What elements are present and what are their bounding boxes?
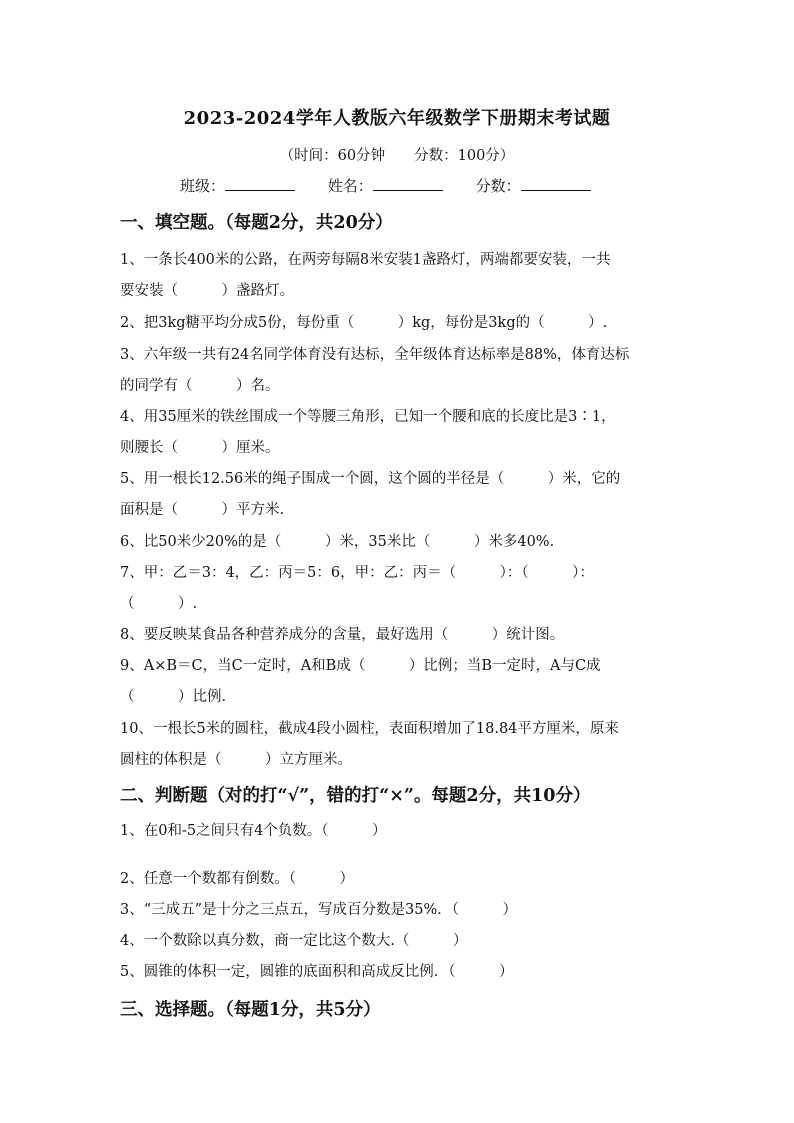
question-line: 则腰长（ ）厘米。	[120, 440, 280, 456]
exam-subtitle: （时间：60分钟 分数：100分）	[279, 148, 515, 164]
question-line: 1、在0和-5之间只有4个负数。（ ）	[120, 823, 387, 839]
name-blank	[373, 176, 443, 191]
question-line: 的同学有（ ）名。	[120, 378, 280, 394]
question-line: 2、任意一个数都有倒数。（ ）	[120, 871, 354, 887]
question-line: （ ）比例.	[120, 689, 227, 705]
question-line: 5、用一根长12.56米的绳子围成一个圆，这个圆的半径是（ ）米，它的	[120, 471, 621, 487]
question-line: 5、圆锥的体积一定，圆锥的底面积和高成反比例．（ ）	[120, 964, 514, 980]
exam-title: 2023-2024学年人教版六年级数学下册期末考试题	[183, 108, 611, 129]
question-line: 1、一条长400米的公路，在两旁每隔8米安装1盏路灯，两端都要安装，一共	[120, 252, 611, 268]
question-line: 2、把3kg糖平均分成5份，每份重（ ）kg，每份是3kg的（ ）.	[120, 315, 608, 331]
student-info-row	[180, 175, 619, 196]
question-line: 8、要反映某食品各种营养成分的含量，最好选用（ ）统计图。	[120, 627, 565, 643]
section-heading-fill-blank: 一、填空题。（每题2分，共20分）	[120, 213, 393, 233]
section-heading-multiple-choice: 三、选择题。（每题1分，共5分）	[120, 1000, 381, 1020]
question-line: 9、A×B＝C，当C一定时，A和B成（ ）比例；当B一定时，A与C成	[120, 658, 601, 674]
score-blank	[521, 176, 591, 191]
question-line: 4、一个数除以真分数，商一定比这个数大.（ ）	[120, 933, 468, 949]
question-line: 6、比50米少20%的是（ ）米，35米比（ ）米多40%.	[120, 534, 555, 550]
question-line: 4、用35厘米的铁丝围成一个等腰三角形，已知一个腰和底的长度比是3∶1，	[120, 409, 616, 425]
name-label: 姓名：	[327, 177, 373, 195]
question-line: 要安装（ ）盏路灯。	[120, 283, 294, 299]
score-label: 分数：	[475, 177, 521, 195]
question-line: （ ）.	[120, 596, 198, 612]
class-blank	[225, 176, 295, 191]
question-line: 10、一根长5米的圆柱，截成4段小圆柱，表面积增加了18.84平方厘米，原来	[120, 721, 619, 737]
question-line: 圆柱的体积是（ ）立方厘米。	[120, 752, 352, 768]
class-label: 班级：	[180, 177, 226, 195]
score-field	[476, 175, 591, 196]
question-line: 7、甲：乙＝3：4，乙：丙＝5：6，甲：乙：丙＝（ ）：（ ）：	[120, 565, 594, 581]
class-field	[180, 175, 295, 196]
question-line: 3、“三成五”是十分之三点五，写成百分数是35%．（ ）	[120, 902, 518, 918]
question-line: 面积是（ ）平方米.	[120, 502, 285, 518]
name-field	[328, 175, 443, 196]
section-heading-true-false: 二、判断题（对的打“√”，错的打“×”。每题2分，共10分）	[120, 786, 591, 806]
question-line: 3、六年级一共有24名同学体育没有达标，全年级体育达标率是88%，体育达标	[120, 347, 630, 363]
